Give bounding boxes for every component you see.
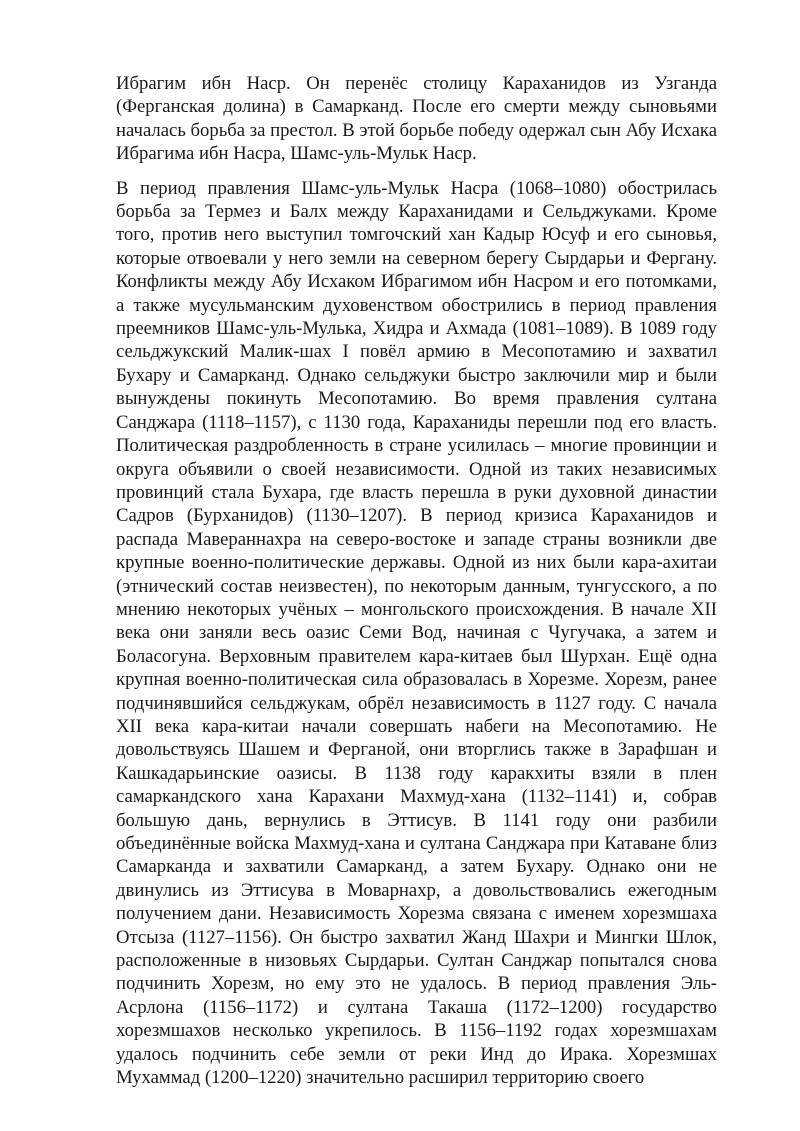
paragraph-2: В период правления Шамс-уль-Мульк Насра (1068–1080) обострилась борьба за Термез и Балх между Караханидами и Сельджуками. Кроме того, против него выступил томгочский хан Кадыр Юсуф и его сыновья, которые отвоевали у него земли на северном берегу Сырдарьи и Фергану. Конфликты между Абу Исхаком Ибрагимом ибн Насром и его потомками, а также мусульманским духовенством обострились в период правления преемников Шамс-уль-Мулька, Хидра и Ахмада (1081–1089). В 1089 году сельджукский Малик-шах I повёл армию в Месопотамию и захватил Бухару и Самарканд. Однако сельджуки быстро заключили мир и были вынуждены покинуть Месопотамию. Во время правления султана Санджара (1118–1157), с 1130 года, Караханиды перешли под его власть. Политическая раздробленность в стране усилилась – многие провинции и округа объявили о своей независимости. Одной из таких независимых провинций стала Бухара, где власть перешла в руки духовной династии Садров (Бурханидов) (1130–1207). В период кризиса Караханидов и распада Мавераннахра на северо-востоке и западе страны возникли две крупные военно-политические державы. Одной из них были кара-ахитаи (этнический состав неизвестен), по некоторым данным, тунгусского, а по мнению некоторых учёных – монгольского происхождения. В начале XII века они заняли весь оазис Семи Вод, начиная с Чугучака, а затем и Боласогуна. Верховным правителем кара-китаев был Шурхан. Ещё одна крупная военно-политическая сила образовалась в Хорезме. Хорезм, ранее подчинявшийся сельджукам, обрёл независимость в 1127 году. С начала XII века кара-китаи начали совершать набеги на Месопотамию. Не довольствуясь Шашем и Ферганой, они вторглись также в Зарафшан и Кашкадарьинские оазисы. В 1138 году каракхиты взяли в плен самаркандского хана Карахани Махмуд-хана (1132–1141) и, собрав большую дань, вернулись в Эттисув. В 1141 году они разбили объединённые войска Махмуд-хана и султана Санджара при Катаване близ Самарканда и захватили Самарканд, а затем Бухару. Однако они не двинулись из Эттисува в Моварнахр, а довольствовались ежегодным получением дани. Независимость Хорезма связана с именем хорезмшаха Отсыза (1127–1156). Он быстро захватил Жанд Шахри и Мингки Шлок, расположенные в низовьях Сырдарьи. Султан Санджар попытался снова подчинить Хорезм, но ему это не удалось. В период правления Эль-Асрлона (1156–1172) и султана Такаша (1172–1200) государство хорезмшахов несколько укрепилось. В 1156–1192 годах хорезмшахам удалось подчинить себе земли от реки Инд до Ирака. Хорезмшах Мухаммад (1200–1220) значительно расширил территорию своего <box>116 177 717 1089</box>
paragraph-1: Ибрагим ибн Наср. Он перенёс столицу Караханидов из Узганда (Ферганская долина) в Самарканд. После его смерти между сыновьями началась борьба за престол. В этой борьбе победу одержал сын Абу Исхака Ибрагима ибн Насра, Шамс-уль-Мульк Наср. <box>116 73 717 165</box>
